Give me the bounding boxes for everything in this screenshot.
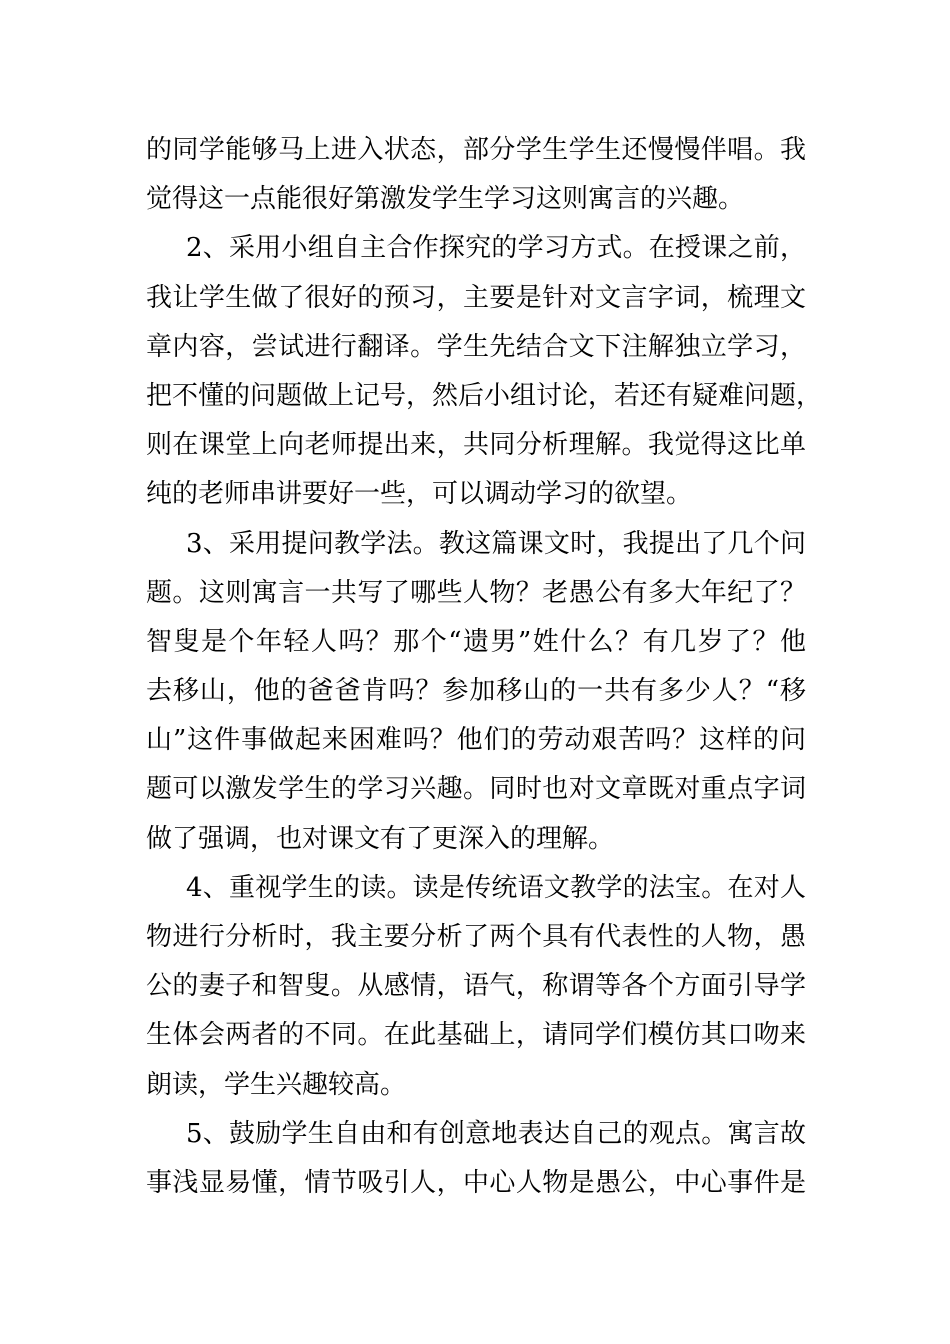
body-text [146, 126, 823, 1208]
paragraph-5 [146, 1110, 806, 1208]
text-line: 3、采用提问教学法。教这篇课文时，我提出了几个问 [186, 528, 806, 559]
text-line: 5、鼓励学生自由和有创意地表达自己的观点。寓言故 [186, 1118, 806, 1149]
text-line: 2、采用小组自主合作探究的学习方式。在授课之前， [186, 233, 806, 264]
text-line: 4、重视学生的读。读是传统语文教学的法宝。在对人 [186, 872, 806, 903]
text-line: 智叟是个年轻人吗？那个“遗男”姓什么？有几岁了？他 [146, 626, 806, 657]
text-line: 纯的老师串讲要好一些，可以调动学习的欲望。 [146, 479, 693, 510]
text-line: 题可以激发学生的学习兴趣。同时也对文章既对重点字词 [146, 774, 806, 805]
text-line: 生体会两者的不同。在此基础上，请同学们模仿其口吻来 [146, 1020, 806, 1051]
paragraph-2 [146, 224, 823, 519]
text-line: 的同学能够马上进入状态，部分学生学生还慢慢伴唱。我 [146, 135, 806, 165]
text-line: 做了强调，也对课文有了更深入的理解。 [146, 823, 615, 854]
text-line: 觉得这一点能很好第激发学生学习这则寓言的兴趣。 [146, 184, 745, 215]
paragraph-4 [146, 864, 806, 1110]
paragraph-3 [146, 520, 806, 864]
text-line: 公的妻子和智叟。从感情，语气，称谓等各个方面引导学 [146, 971, 806, 1002]
text-line: 把不懂的问题做上记号，然后小组讨论，若还有疑难问题， [146, 380, 823, 411]
text-line: 题。这则寓言一共写了哪些人物？老愚公有多大年纪了？ [146, 577, 806, 608]
text-line: 物进行分析时，我主要分析了两个具有代表性的人物，愚 [146, 922, 806, 952]
text-line: 朗读，学生兴趣较高。 [146, 1069, 407, 1100]
text-line: 我让学生做了很好的预习，主要是针对文言字词，梳理文 [146, 282, 806, 313]
text-line: 去移山，他的爸爸肯吗？参加移山的一共有多少人？“移 [146, 676, 806, 707]
paragraph-1 [146, 126, 806, 224]
text-line: 山”这件事做起来困难吗？他们的劳动艰苦吗？这样的问 [146, 725, 806, 756]
text-line: 事浅显易懂，情节吸引人，中心人物是愚公，中心事件是 [146, 1167, 806, 1198]
text-line: 则在课堂上向老师提出来，共同分析理解。我觉得这比单 [146, 430, 806, 461]
text-line: 章内容，尝试进行翻译。学生先结合文下注解独立学习， [146, 331, 806, 362]
